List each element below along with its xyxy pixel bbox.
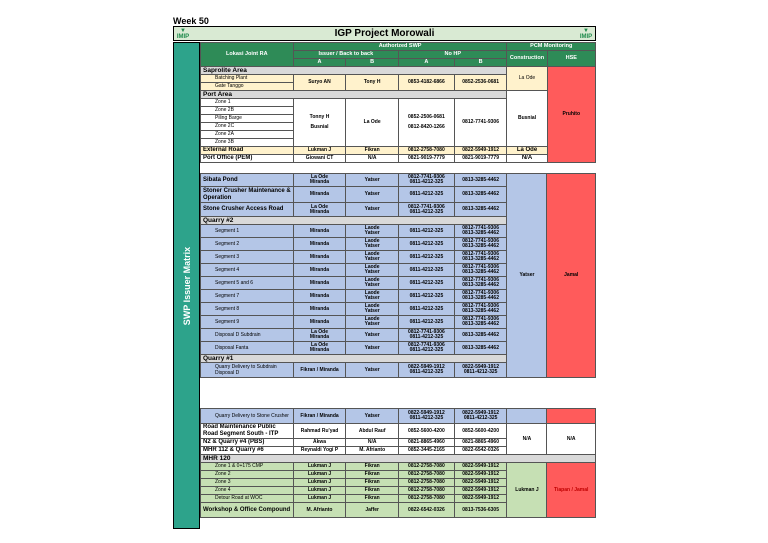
- location-cell: Zone 3: [201, 479, 294, 487]
- table-row: [201, 409, 596, 424]
- phone-a-cell: 0822-5949-1912 0811-4212-325: [399, 363, 455, 378]
- phone-b-cell: 0852-2536-0681: [454, 75, 507, 91]
- issuer-a-cell: Miranda: [293, 290, 346, 303]
- col-b: B: [346, 59, 399, 67]
- issuer-a-cell: Suryo AN: [293, 75, 346, 91]
- construction-cell: La Ode: [507, 67, 547, 91]
- phone-b-cell: 0813-7536-6305: [454, 503, 507, 518]
- disposal-cell: Disposal Fanta: [201, 342, 294, 355]
- col-hb: B: [454, 59, 507, 67]
- phone-a-cell: 0812-7741-9306 0811-4212-325: [399, 203, 455, 217]
- segment-cell: Segment 2: [201, 238, 294, 251]
- location-cell: Zone 2A: [201, 131, 294, 139]
- table-row: [201, 463, 596, 471]
- issuer-a-cell: Miranda: [293, 251, 346, 264]
- phone-a-cell: 0811-4212-325: [399, 290, 455, 303]
- section-title: Port Area: [201, 91, 507, 99]
- hse-cell: Jamal: [547, 174, 596, 378]
- phone-a-cell: 0822-5949-1912 0811-4212-325: [399, 409, 455, 424]
- location-cell: Quarry Delivery to Stone Crusher: [201, 409, 294, 424]
- location-cell: Workshop & Office Compound: [201, 503, 294, 518]
- construction-header: Construction: [507, 51, 547, 67]
- phone-b-cell: 0812-7741-9306: [454, 99, 507, 147]
- issuer-b-cell: Laode Yatser: [346, 290, 399, 303]
- location-cell: Stoner Crusher Maintenance & Operation: [201, 187, 294, 203]
- issuer-matrix-table-2: [200, 173, 596, 378]
- issuer-b-cell: Jaffer: [346, 503, 399, 518]
- issuer-a-cell: Miranda: [293, 187, 346, 203]
- phone-a-cell: 0812-7741-9306 0811-4212-325: [399, 342, 455, 355]
- construction-cell: Yatser: [507, 174, 547, 378]
- phone-b-cell: 0812-7741-9306 0813-3285-4462: [454, 277, 507, 290]
- segment-cell: Segment 5 and 6: [201, 277, 294, 290]
- construction-cell: [507, 409, 547, 424]
- issuer-a-cell: Miranda: [293, 264, 346, 277]
- issuer-b-cell: N/A: [346, 155, 399, 163]
- phone-a-cell: 0811-4212-325: [399, 251, 455, 264]
- phone-a-cell: 0811-4212-325: [399, 264, 455, 277]
- issuer-b-cell: Yatser: [346, 342, 399, 355]
- location-cell: Zone 2B: [201, 107, 294, 115]
- location-cell: Zone 4: [201, 487, 294, 495]
- issuer-a-cell: Miranda: [293, 316, 346, 329]
- phone-a-cell: 0853-4182-6866: [398, 75, 454, 91]
- phone-a-cell: 0812-7741-9306 0811-4212-325: [399, 174, 455, 187]
- hse-cell: Tiapan / Jamal: [547, 463, 596, 518]
- phone-a-cell: 0822-6542-0326: [399, 503, 455, 518]
- pcm-header: PCM Monitoring: [507, 43, 596, 51]
- issuer-matrix-table: [200, 42, 596, 163]
- lokasi-header: Lokasi Joint RA: [201, 43, 294, 67]
- col-a: A: [293, 59, 346, 67]
- issuer-b-cell: Fikran: [346, 463, 399, 471]
- issuer-b-cell: Laode Yatser: [346, 225, 399, 238]
- hse-cell: [547, 409, 596, 424]
- title-bar: [173, 26, 596, 41]
- section-saprolite: [201, 67, 596, 75]
- segment-cell: Segment 7: [201, 290, 294, 303]
- phone-a-cell: 0811-4212-325: [399, 316, 455, 329]
- location-cell: Piling Barge: [201, 115, 294, 123]
- issuer-b-cell: Laode Yatser: [346, 303, 399, 316]
- location-cell: Zone 2: [201, 471, 294, 479]
- authorized-header: Authorized SWP: [293, 43, 507, 51]
- section-title: MHR 120: [201, 455, 596, 463]
- segment-cell: Segment 3: [201, 251, 294, 264]
- issuer-a-cell: Giowani CT: [293, 155, 346, 163]
- phone-b-cell: 0822-5949-1912: [454, 495, 507, 503]
- issuer-b-cell: Yatser: [346, 174, 399, 187]
- location-cell: Sibata Pond: [201, 174, 294, 187]
- issuer-a-cell: Miranda: [293, 225, 346, 238]
- phone-b-cell: 0813-3285-4462: [454, 342, 507, 355]
- header-row-1: [201, 43, 596, 51]
- issuer-a-cell: Miranda: [293, 277, 346, 290]
- construction-cell: N/A: [507, 155, 547, 163]
- phone-b-cell: 0822-5949-1912: [454, 463, 507, 471]
- phone-a-cell: 0811-4212-325: [399, 238, 455, 251]
- construction-cell: N/A: [507, 424, 547, 455]
- phone-a-cell: 0811-4212-325: [399, 187, 455, 203]
- issuer-b-cell: Yatser: [346, 363, 399, 378]
- phone-b-cell: 0822-5949-1912: [454, 479, 507, 487]
- issuer-a-cell: Lukman J: [293, 487, 346, 495]
- section-mhr120: [201, 455, 596, 463]
- issuer-a-cell: Lukman J: [293, 147, 346, 155]
- phone-b-cell: 0822-5949-1912: [454, 487, 507, 495]
- issuer-a-cell: Lukman J: [293, 495, 346, 503]
- phone-b-cell: 0813-3285-4462: [454, 174, 507, 187]
- phone-b-cell: 0812-7741-9306 0813-3285-4462: [454, 238, 507, 251]
- issuer-a-cell: Tonny H Busnial: [293, 99, 346, 147]
- phone-b-cell: 0812-7741-9306 0813-3285-4462: [454, 290, 507, 303]
- hse-cell: N/A: [547, 424, 596, 455]
- issuer-matrix-table-3: [200, 408, 596, 518]
- location-cell: Stone Crusher Access Road: [201, 203, 294, 217]
- table-row: [201, 174, 596, 187]
- construction-cell: Lukman J: [507, 463, 547, 518]
- issuer-a-cell: Miranda: [293, 238, 346, 251]
- section-title: Saprolite Area: [201, 67, 507, 75]
- location-cell: Port Office (PEM): [201, 155, 294, 163]
- phone-b-cell: 0822-5949-1912 0811-4212-325: [454, 363, 507, 378]
- phone-a-cell: 0812-2758-7080: [399, 463, 455, 471]
- section-title: Quarry #1: [201, 355, 507, 363]
- issuer-a-cell: Reynaldi Yogi P: [293, 447, 346, 455]
- location-cell: Detour Road at WOC: [201, 495, 294, 503]
- phone-b-cell: 0822-5949-1912: [454, 147, 507, 155]
- segment-cell: Segment 8: [201, 303, 294, 316]
- issuer-b-cell: Fikran: [346, 471, 399, 479]
- phone-b-cell: 0852-5600-4200: [454, 424, 507, 439]
- location-cell: Batching Plant: [201, 75, 294, 83]
- nohp-header: No HP: [398, 51, 507, 59]
- issuer-b-cell: La Ode: [346, 99, 399, 147]
- phone-a-cell: 0812-7741-9306 0811-4212-325: [399, 329, 455, 342]
- phone-b-cell: 0822-5949-1912: [454, 471, 507, 479]
- phone-a-cell: 0812-2758-7080: [399, 479, 455, 487]
- table-row: [201, 147, 596, 155]
- phone-b-cell: 0812-7741-9306 0813-3285-4462: [454, 225, 507, 238]
- location-cell: Zone 3B: [201, 139, 294, 147]
- issuer-a-cell: Fikran / Miranda: [293, 363, 346, 378]
- phone-a-cell: 0852-5600-4200: [399, 424, 455, 439]
- location-cell: Road Maintenance Public Road Segment South - ITP: [201, 424, 294, 439]
- issuer-a-cell: Akwa: [293, 439, 346, 447]
- issuer-b-cell: Laode Yatser: [346, 277, 399, 290]
- issuer-b-cell: Fikran: [346, 495, 399, 503]
- location-cell: Gate Tanggo: [201, 83, 294, 91]
- logo-left-icon: ▼ IMIP: [176, 28, 190, 40]
- phone-a-cell: 0812-2758-7080: [399, 471, 455, 479]
- hse-cell: Pruhito: [547, 67, 596, 163]
- phone-b-cell: 0822-6542-0326: [454, 447, 507, 455]
- phone-a-cell: 0821-9019-7779: [398, 155, 454, 163]
- issuer-a-cell: Miranda: [293, 303, 346, 316]
- issuer-a-cell: M. Afrianto: [293, 503, 346, 518]
- issuer-b-cell: Fikran: [346, 479, 399, 487]
- phone-b-cell: 0822-5949-1912 0811-4212-325: [454, 409, 507, 424]
- segment-cell: Segment 1: [201, 225, 294, 238]
- issuer-a-cell: La Ode Miranda: [293, 329, 346, 342]
- construction-cell: Busnial: [507, 91, 547, 147]
- hse-header: HSE: [547, 51, 596, 67]
- location-cell: N2 & Quarry #4 (PBS): [201, 439, 294, 447]
- construction-cell: La Ode: [507, 147, 547, 155]
- phone-a-cell: 0812-2758-7080: [399, 487, 455, 495]
- issuer-header: Issuer / Back to back: [293, 51, 398, 59]
- location-cell: External Road: [201, 147, 294, 155]
- issuer-a-cell: La Ode Miranda: [293, 174, 346, 187]
- phone-b-cell: 0813-3285-4462: [454, 187, 507, 203]
- issuer-b-cell: Fikran: [346, 487, 399, 495]
- phone-b-cell: 0812-7741-9306 0813-3285-4462: [454, 251, 507, 264]
- phone-a-cell: 0852-2506-0681 0812-8420-1266: [398, 99, 454, 147]
- issuer-a-cell: Fikran / Miranda: [293, 409, 346, 424]
- phone-b-cell: 0821-9019-7779: [454, 155, 507, 163]
- logo-right-icon: ▼ IMIP: [579, 28, 593, 40]
- phone-b-cell: 0812-7741-9306 0813-3285-4462: [454, 303, 507, 316]
- issuer-b-cell: Laode Yatser: [346, 316, 399, 329]
- segment-cell: Segment 9: [201, 316, 294, 329]
- issuer-a-cell: Rahmad Ru'yad: [293, 424, 346, 439]
- issuer-b-cell: Abdul Rauf: [346, 424, 399, 439]
- phone-a-cell: 0852-3445-2165: [399, 447, 455, 455]
- phone-a-cell: 0821-8865-4960: [399, 439, 455, 447]
- issuer-b-cell: Yatser: [346, 203, 399, 217]
- table-row: [201, 155, 596, 163]
- issuer-b-cell: Laode Yatser: [346, 238, 399, 251]
- issuer-b-cell: N/A: [346, 439, 399, 447]
- phone-b-cell: 0813-3285-4462: [454, 329, 507, 342]
- issuer-b-cell: Laode Yatser: [346, 264, 399, 277]
- table-row: [201, 424, 596, 439]
- location-cell: Zone 2C: [201, 123, 294, 131]
- segment-cell: Segment 4: [201, 264, 294, 277]
- issuer-a-cell: La Ode Miranda: [293, 342, 346, 355]
- location-cell: Quarry Delivery to Subdrain Disposal D: [201, 363, 294, 378]
- issuer-b-cell: M. Afrianto: [346, 447, 399, 455]
- location-cell: Zone 1: [201, 99, 294, 107]
- issuer-b-cell: Yatser: [346, 329, 399, 342]
- phone-a-cell: 0812-2758-7080: [398, 147, 454, 155]
- issuer-b-cell: Fikran: [346, 147, 399, 155]
- issuer-b-cell: Tony H: [346, 75, 399, 91]
- page-title: IGP Project Morowali: [334, 28, 435, 39]
- location-cell: MHR 112 & Quarry #6: [201, 447, 294, 455]
- col-ha: A: [398, 59, 454, 67]
- issuer-b-cell: Yatser: [346, 187, 399, 203]
- phone-a-cell: 0811-4212-325: [399, 277, 455, 290]
- phone-b-cell: 0821-8865-4960: [454, 439, 507, 447]
- section-title: Quarry #2: [201, 217, 507, 225]
- location-cell: Zone 1 & 0+175 CMP: [201, 463, 294, 471]
- phone-a-cell: 0811-4212-325: [399, 225, 455, 238]
- phone-b-cell: 0812-7741-9306 0813-3285-4462: [454, 316, 507, 329]
- issuer-a-cell: Lukman J: [293, 479, 346, 487]
- issuer-a-cell: Lukman J: [293, 463, 346, 471]
- disposal-cell: Disposal D Subdrain: [201, 329, 294, 342]
- week-label: Week 50: [173, 16, 209, 26]
- phone-b-cell: 0813-3285-4462: [454, 203, 507, 217]
- issuer-b-cell: Yatser: [346, 409, 399, 424]
- issuer-b-cell: Laode Yatser: [346, 251, 399, 264]
- sidebar-label: SWP Issuer Matrix: [173, 42, 200, 529]
- phone-b-cell: 0812-7741-9306 0813-3285-4462: [454, 264, 507, 277]
- phone-a-cell: 0812-2758-7080: [399, 495, 455, 503]
- phone-a-cell: 0811-4212-325: [399, 303, 455, 316]
- issuer-a-cell: La Ode Miranda: [293, 203, 346, 217]
- section-port: [201, 91, 596, 99]
- issuer-a-cell: Lukman J: [293, 471, 346, 479]
